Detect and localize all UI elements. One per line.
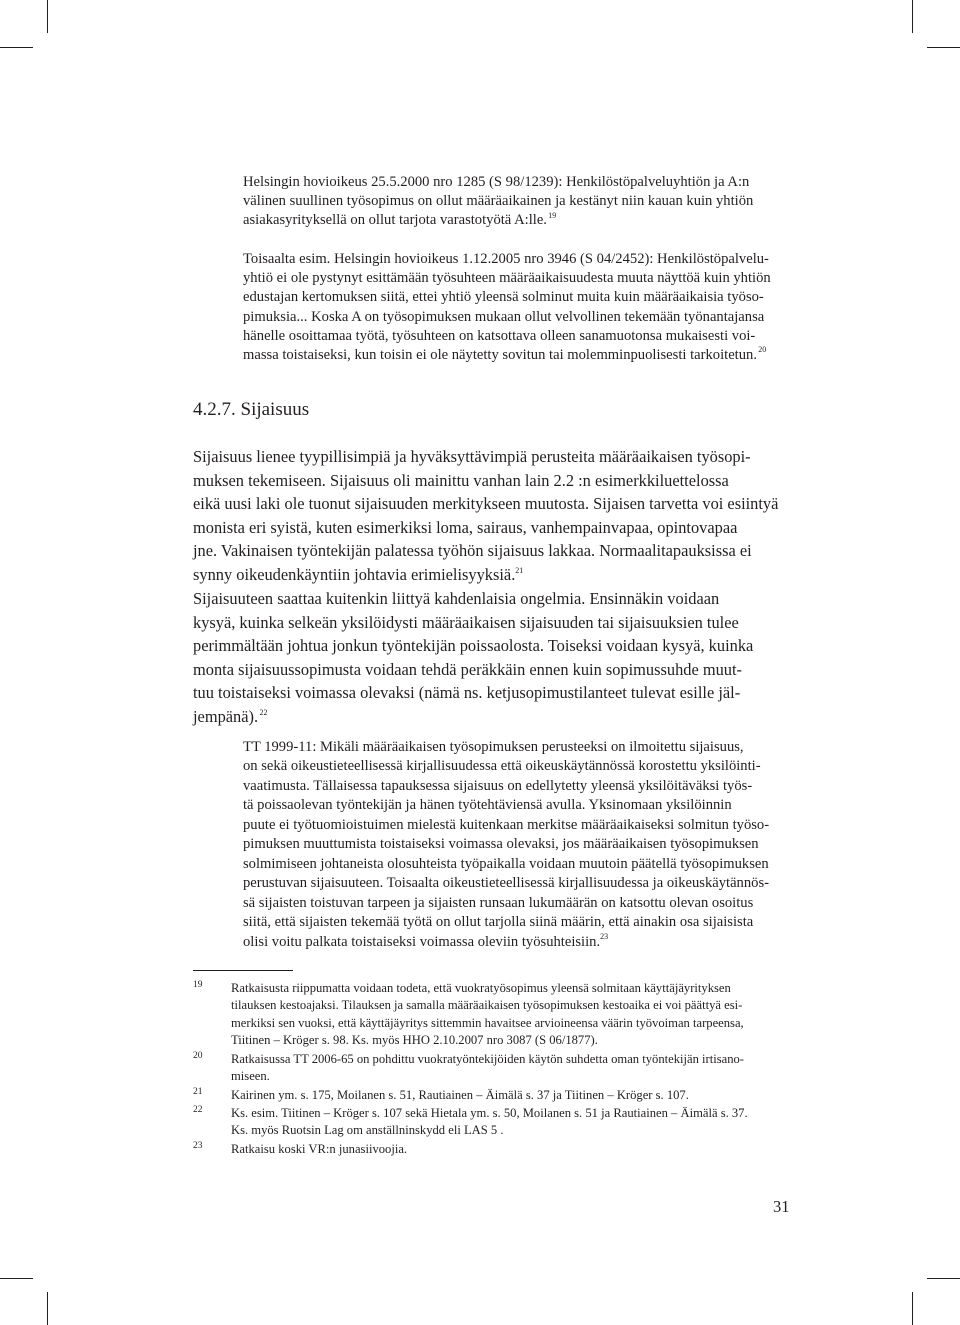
quote-line: massa toistaiseksi, kun toisin ei ole näytetty sovitun tai molemminpuolisesti tarkoitetun. $^{20}$ <box>243 345 767 364</box>
quote-line: puute ei työtuomioistuimen mielestä kuitenkaan merkitse määräaikaiseksi solmitun työso- <box>243 816 770 833</box>
footnote-ref[interactable]: 22 <box>259 707 268 717</box>
footnote-line: Ks. esim. Tiitinen – Kröger s. 107 sekä Hietala ym. s. 50, Moilanen s. 51 ja Rautiainen – Äimälä s. 37. <box>231 1106 748 1120</box>
quote-line: pimuksia... Koska A on työsopimuksen mukaan ollut velvollinen tekemään työnantajansa <box>243 308 765 325</box>
footnote-divider <box>193 970 293 971</box>
paragraph-line: eikä uusi laki ole tuonut sijaisuuden merkitykseen muutosta. Sijaisen tarvetta voi esiintyä <box>193 494 779 514</box>
section-heading <box>193 398 309 422</box>
paragraph-line: kysyä, kuinka selkeän yksilöidysti määräaikaisen sijaisuuden tai sijaisuuksien tulee <box>193 612 739 632</box>
crop-mark-top-right-horizontal <box>927 47 960 48</box>
footnote-number: 23 <box>193 1141 203 1151</box>
paragraph-line: tuu toistaiseksi voimassa olevaksi (nämä ns. ketjusopimustilanteet tulevat esille jäl- <box>193 683 741 703</box>
quote-line: perustuvan sijaisuuteen. Toisaalta oikeustieteellisessä kirjallisuudessa ja oikeuskäytännös- <box>243 875 769 892</box>
quote-line: on sekä oikeustieteellisessä kirjallisuudessa että oikeuskäytännössä korostettu yksilöinti- <box>243 758 761 775</box>
footnote-number: 22 <box>193 1105 203 1115</box>
quote-line: tä poissaolevan työntekijän ja hänen työtehtäviensä avulla. Yksinomaan yksilöinnin <box>243 797 732 814</box>
quote-line: TT 1999-11: Mikäli määräaikaisen työsopimuksen perusteeksi on ilmoitettu sijaisuus, <box>243 739 744 755</box>
crop-mark-top-left-horizontal <box>0 47 33 48</box>
footnote-line: Ratkaisu koski VR:n junasiivoojia. <box>231 1142 408 1156</box>
case-quote-helsinki-2005 <box>243 250 771 365</box>
footnote-line: Ratkaisusta riippumatta voidaan todeta, että vuokratyösopimus yleensä solmitaan käyttäjäyrityksen <box>231 981 731 995</box>
quote-line: edustajan kertomuksen siitä, ettei yhtiö yleensä solminut muita kuin määräaikaisia työso- <box>243 289 764 306</box>
case-quote-helsinki-2000 <box>243 173 753 231</box>
quote-line: solmimiseen johtaneista olosuhteista työpaikalla voidaan muutoin päätellä työsopimuksen <box>243 855 769 872</box>
footnote-line: Ratkaisussa TT 2006-65 on pohdittu vuokratyöntekijöiden käytön suhdetta oman työntekijän irtisano- <box>231 1052 745 1066</box>
crop-mark-top-left-vertical <box>47 0 48 33</box>
quote-line: pimuksen muuttumista toistaiseksi voimassa olevaksi, jos määräaikaisen työsopimuksen <box>243 836 759 853</box>
quote-line: olisi voitu palkata toistaiseksi voimassa oleviin työsuhteisiin.$^{23}$ <box>243 931 609 950</box>
footnote-ref[interactable]: 20 <box>758 345 767 355</box>
quote-line: hänelle osoittamaa työtä, työsuhteen on katsottava olleen sanamuotonsa mukaisesti voi- <box>243 327 756 344</box>
footnote-line: Ks. myös Ruotsin Lag om anställninskydd eli LAS 5 . <box>231 1123 504 1138</box>
footnote-line: Tiitinen – Kröger s. 98. Ks. myös HHO 2.10.2007 nro 3087 (S 06/1877). <box>231 1032 598 1047</box>
paragraph-line: monista eri syistä, kuten esimerkiksi loma, sairaus, vanhempainvapaa, opintovapaa <box>193 517 738 537</box>
crop-mark-bottom-right-horizontal <box>927 1278 960 1279</box>
footnote-line: tilauksen kestoajaksi. Tilauksen ja samalla määräaikaisen työsopimuksen kestoaika ei voi päättyä esi- <box>231 998 743 1013</box>
page-number: 31 <box>773 1197 790 1216</box>
footnote-number: 21 <box>193 1087 203 1097</box>
paragraph-line: synny oikeudenkäyntiin johtavia erimielisyyksiä.$^{21}$ <box>193 564 524 584</box>
quote-line: Helsingin hovioikeus 25.5.2000 nro 1285 (S 98/1239): Henkilöstöpalveluyhtiön ja A:n <box>243 174 750 190</box>
footnote-line: miseen. <box>231 1069 270 1084</box>
crop-mark-bottom-left-vertical <box>47 1292 48 1325</box>
case-quote-tt-1999-11 <box>243 738 769 952</box>
quote-line: siitä, että sijaisten tekemää työtä on ollut tarjolla siinä määrin, että ainakin osa sijaisista <box>243 914 754 931</box>
footnote-ref[interactable]: 21 <box>515 565 524 575</box>
quote-line: välinen suullinen työsopimus on ollut määräaikainen ja kestänyt niin kauan kuin yhtiön <box>243 193 754 210</box>
section-number: 4.2.7. <box>193 399 236 420</box>
paragraph-line: Sijaisuuteen saattaa kuitenkin liittyä kahdenlaisia ongelmia. Ensinnäkin voidaan <box>193 589 720 608</box>
quote-line: vaatimusta. Tällaisessa tapauksessa sijaisuus on edellytetty yleensä yksilöitäväksi työs- <box>243 777 753 794</box>
paragraph-line: jne. Vakinaisen työntekijän palatessa työhön sijaisuus lakkaa. Normaalitapauksissa ei <box>193 541 752 561</box>
body-paragraph <box>193 445 778 587</box>
paragraph-line: Sijaisuus lienee tyypillisimpiä ja hyväksyttävimpiä perusteita määräaikaisen työsopi- <box>193 447 751 466</box>
paragraph-line: perimmältään johtua jonkun työntekijän poissaolosta. Toiseksi voidaan kysyä, kuinka <box>193 636 754 656</box>
footnote-ref[interactable]: 19 <box>548 210 557 220</box>
paragraph-line: monta sijaisuussopimusta voidaan tehdä peräkkäin ennen kuin sopimussuhde muut- <box>193 659 742 679</box>
footnote-number: 19 <box>193 980 203 990</box>
quote-line: yhtiö ei ole pystynyt esittämään työsuhteen määräaikaisuudesta muuta näyttöä kuin yhtiön <box>243 270 771 287</box>
crop-mark-bottom-right-vertical <box>912 1292 913 1325</box>
crop-mark-top-right-vertical <box>912 0 913 33</box>
paragraph-line: jempänä). $^{22}$ <box>193 706 268 726</box>
quote-line: asiakasyrityksellä on ollut tarjota varastotyötä A:lle. $^{19}$ <box>243 210 557 229</box>
footnote-line: Kairinen ym. s. 175, Moilanen s. 51, Rautiainen – Äimälä s. 37 ja Tiitinen – Kröger s. 107. <box>231 1088 689 1102</box>
paragraph-line: muksen tekemiseen. Sijaisuus oli mainittu vanhan lain 2.2 :n esimerkkiluettelossa <box>193 470 729 490</box>
footnote-number: 20 <box>193 1051 203 1061</box>
crop-mark-bottom-left-horizontal <box>0 1278 33 1279</box>
footnote-line: merkiksi sen vuoksi, että käyttäjäyritys sittemmin havaitsee arvioineensa väärin työvoiman tarpeensa, <box>231 1015 744 1030</box>
body-paragraph <box>193 587 753 729</box>
section-title: Sijaisuus <box>240 399 310 420</box>
quote-line: sä sijaisten toistuvan tarpeen ja sijaisten runsaan lukumäärän on katsottu olevan osoitus <box>243 894 754 911</box>
footnote-ref[interactable]: 23 <box>600 931 609 941</box>
quote-line: Toisaalta esim. Helsingin hovioikeus 1.12.2005 nro 3946 (S 04/2452): Henkilöstöpalvelu- <box>243 251 769 267</box>
